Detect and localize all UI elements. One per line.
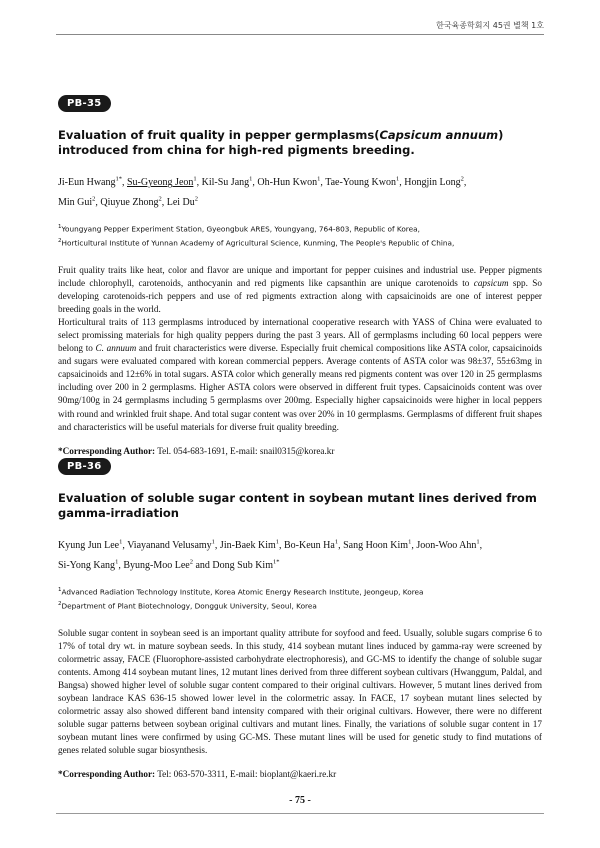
author: Sang Hoon Kim$^1$, [343,539,417,552]
author: Bo-Keun Ha$^1$, [284,539,344,552]
journal-header: 한국육종학회지 45권 별책 1호 [436,21,544,30]
author-list [58,172,542,211]
abstract-paragraph: Fruit quality traits like heat, color and flavor are unique and important for pepper cuisines and industrial use. Pepper pigments include chlorophyll, carotenoids, anthocyanin and red pigments like capsanthin are unique carotenoids to capsicum spp. So developing carotenoids-rich peppers and use of red pigments extraction along with capsaicinoids are one of interest pepper breeding goals in the world. [58,264,542,314]
author: Lei Du$^2$ [166,195,199,208]
author: Joon-Woo Ahn$^1$, [416,539,483,552]
author: Tae-Young Kwon$^1$, [325,176,405,189]
author: Qiuyue Zhong$^2$, [100,195,167,208]
author: Su-Gyeong Jeon$^1$, [127,176,202,189]
abstract-body [58,264,542,434]
abstract-pb35 [58,93,542,456]
corresponding-label: *Corresponding Author: [58,769,156,780]
author: Kil-Su Jang$^1$, [201,176,258,189]
affiliation: $^1$Advanced Radiation Technology Institute, Korea Atomic Energy Research Institute, Jeongeup, Korea [58,586,424,597]
title-part: ) introduced from china for high-red pigments breeding. [58,128,504,157]
corresponding-contact: Tel. 054-683-1691, E-mail: snail0315@korea.kr [155,445,335,456]
abstract-title [58,128,542,158]
page-number: - 75 - [289,795,311,806]
title-species: Capsicum annuum [379,128,499,142]
abstract-body [58,627,542,758]
abstract-title: Evaluation of soluble sugar content in soybean mutant lines derived from gamma-irradiation [58,491,537,520]
author: Si-Yong Kang$^1$, [58,558,124,571]
author: Viayanand Velusamy$^1$, [127,539,220,552]
affiliation: $^1$Youngyang Pepper Experiment Station, Gyeongbuk ARES, Youngyang, 764-803, Republic of Korea, [58,223,420,234]
header-divider [56,34,544,35]
abstract-id-badge: PB-35 [58,95,111,112]
author: Jin-Baek Kim$^1$, [219,539,284,552]
author: Kyung Jun Lee$^1$, [58,539,128,552]
corresponding-author [58,769,542,779]
author: Min Gui$^2$, [58,195,101,208]
footer-divider [56,813,544,814]
title-part: Evaluation of fruit quality in pepper germplasms( [58,128,380,142]
affiliation: $^2$Horticultural Institute of Yunnan Academy of Agricultural Science, Kunming, The People's Republic of China, [58,238,455,248]
affiliation: $^2$Department of Plant Biotechnology, Dongguk University, Seoul, Korea [58,601,317,611]
author: Dong Sub Kim$^{1*}$ [212,558,280,571]
author-list [58,535,542,574]
corresponding-label: *Corresponding Author: [58,445,156,456]
corresponding-author [58,446,542,456]
abstract-pb36 [58,456,542,779]
author: Byung-Moo Lee$^2$ and [123,558,213,571]
author: Ji-Eun Hwang$^{1*}$, [58,176,127,189]
corresponding-contact: Tel: 063-570-3311, E-mail: bioplant@kaeri.re.kr [155,769,337,780]
abstract-id-badge: PB-36 [58,458,111,475]
author: Oh-Hun Kwon$^1$, [257,176,326,189]
abstract-paragraph: Horticultural traits of 113 germplasms introduced by international cooperative research with YASS of China were evaluated to select promissing materials for high quality peppers during the past 3 years. All of germplasms including 60 local peppers were belong to C. annuum and fruit characteristics were diverse. Especially fruit chemical compositions like ASTA color, capsaicinoids and sugars were evaluated compared with korean commercial peppers. Average contents of ASTA color was 98±37, 55±63mg in capsaicinoids and 12±6% in total sugars. ASTA color which generally means red pigments content was over 120 in 25 germplasms including over 200 in 2 germplasms. Higher ASTA colors were observed in different fruit types. Capsaicinoids content was over 90mg/100g in 24 germplasms including 5 germplasms over 200mg. Especially higher capsaicinoids were higher in local peppers with round and wrinkled fruit shape. And total sugar content was over 20% in 10 germplasms. Germplasms of different fruit shapes and characteristics will be useful materials for diverse fruit quality breeding. [58,316,542,432]
author: Hongjin Long$^2$, [404,176,467,189]
abstract-paragraph: Soluble sugar content in soybean seed is an important quality attribute for soyfood and feed. Usually, soluble sugars comprise 6 to 17% of total dry wt. in mature soybean seeds. In this study, 414 soybean mutant lines induced by gamma-ray were screened by colormetric assay, FACE (Fluorophore-assisted carbohydrate electrophoresis), and GC-MS to identify the change of soluble sugar contents. Among 414 soybean mutant lines, 12 mutant lines derived from three different soybean cultivars (Hwanggum, Paldal, and Bangsa) showed higher level of soluble sugar content compared to their original cultivars. However, 5 mutant lines derived from soybean landrace KAS 636-15 showed lower level in the colormetric assay. In FACE, 17 soybean mutant lines selected by colormetric assay also showed different band intensity compared with their original cultivars. However, there were no different soluble sugar patterns between soybean original cultivars and mutant lines. Finally, the variations of soluble sugar content in 17 soybean mutant lines were confirmed by using GC-MS. These mutant lines will be used for genetic study to find mutations of genes related soluble sugar biosynthesis. [58,627,542,756]
